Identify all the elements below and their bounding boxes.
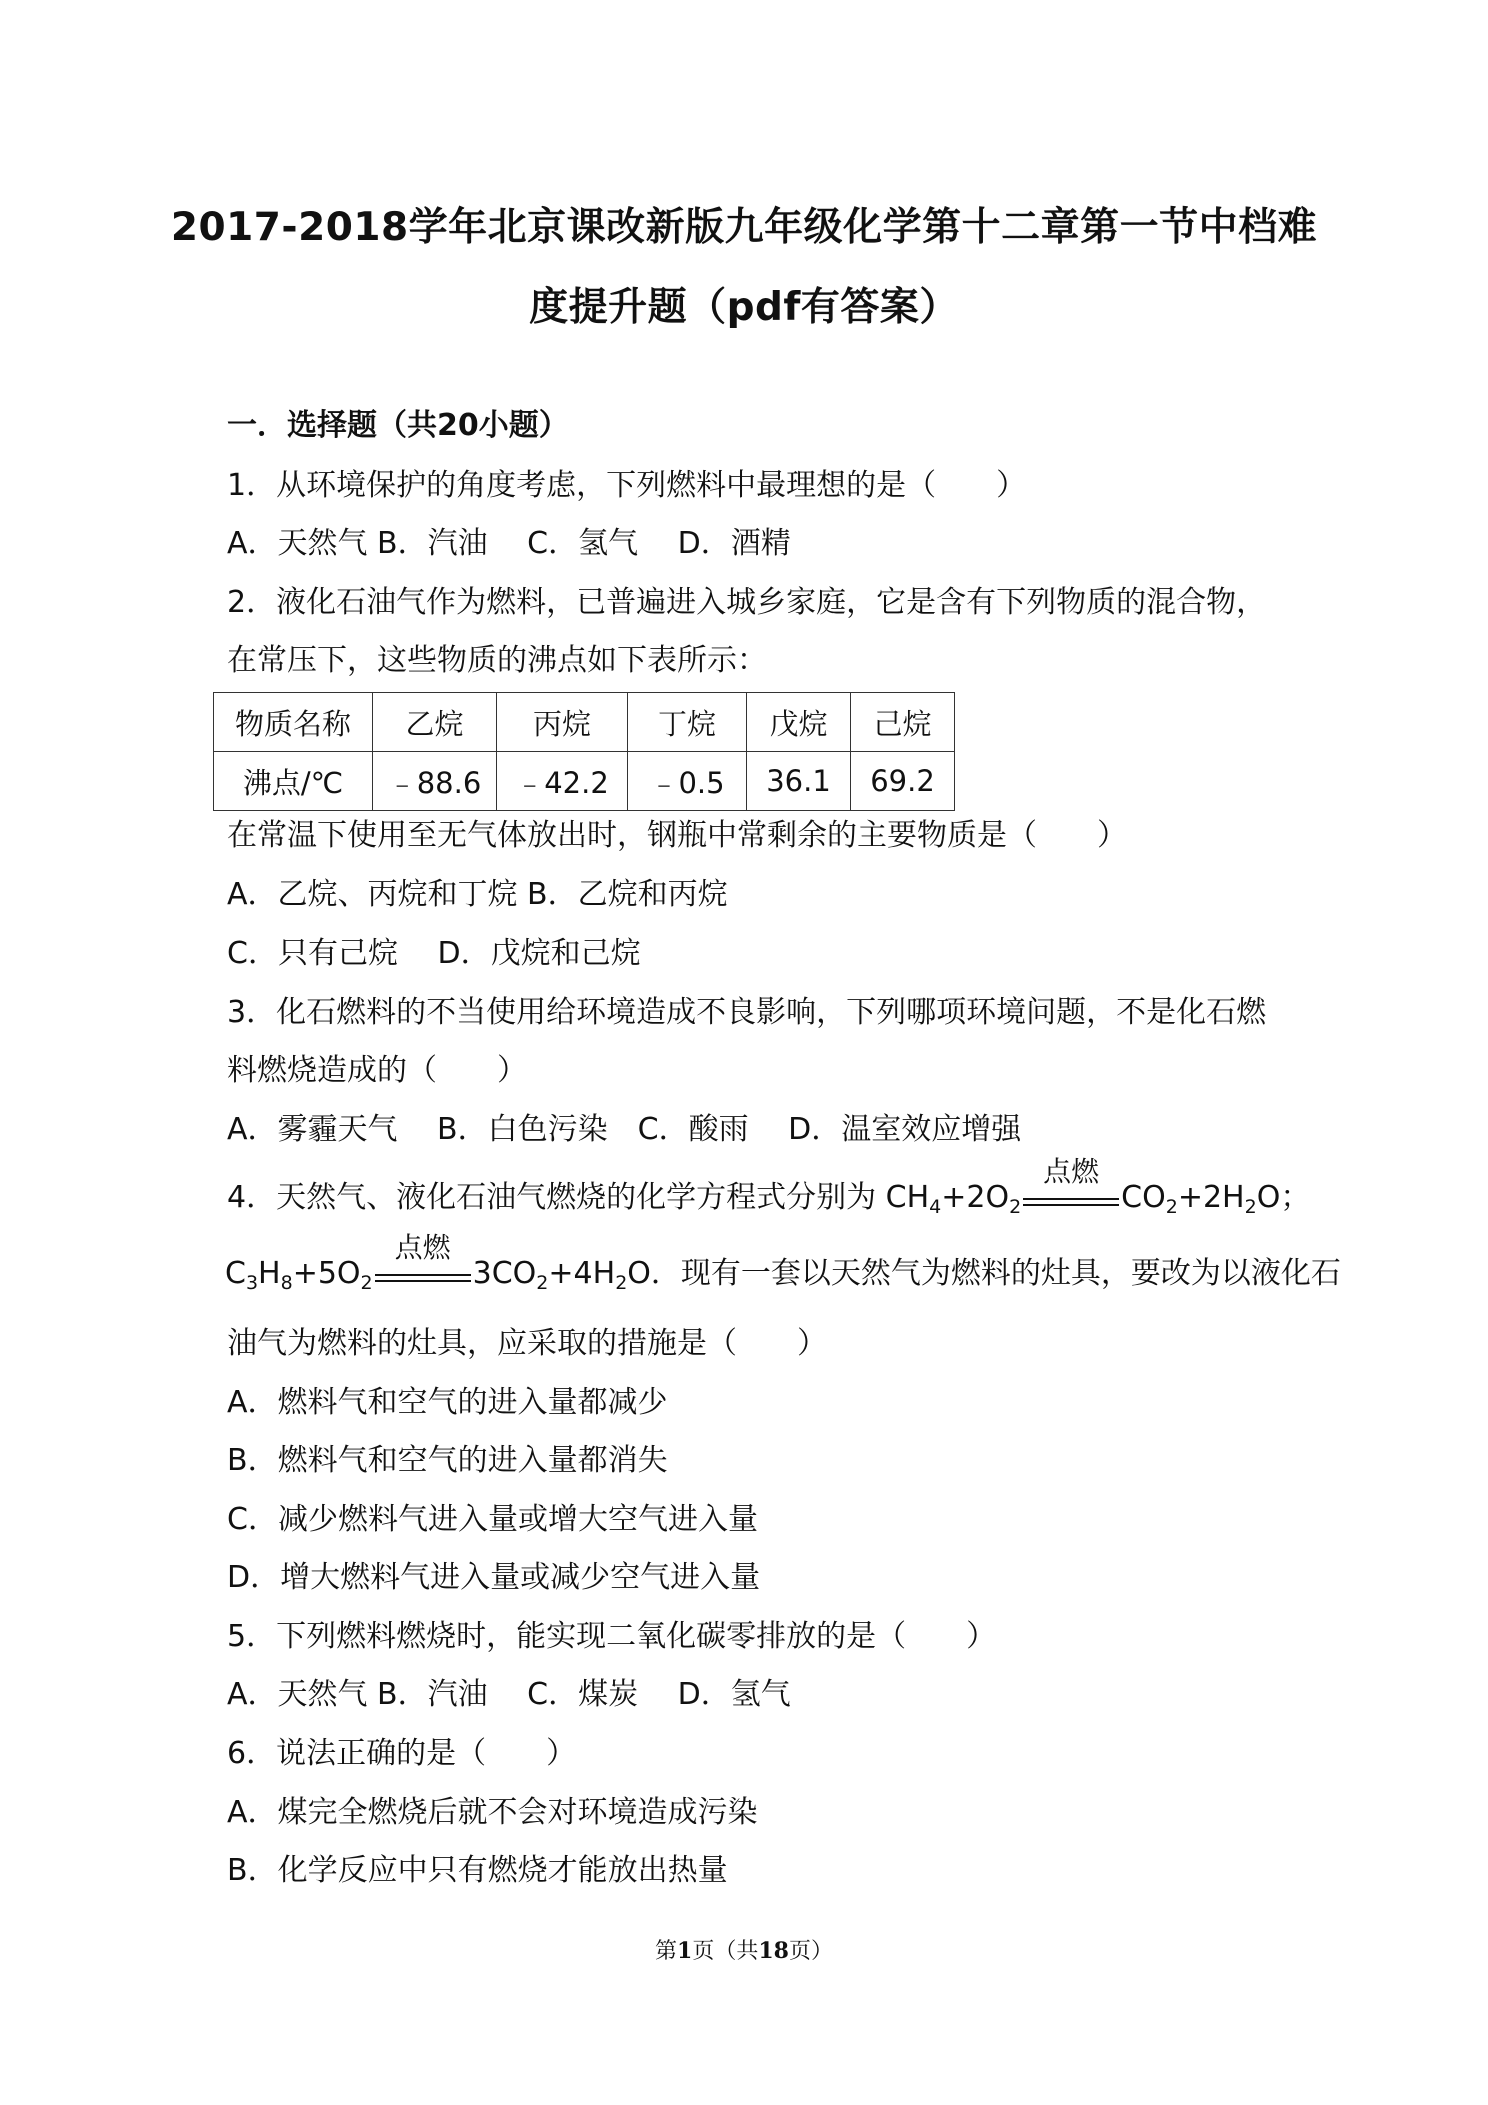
q1-options: A．天然气 B．汽油 C．氢气 D．酒精 [227, 526, 791, 561]
q5-options: A．天然气 B．汽油 C．煤炭 D．氢气 [227, 1677, 791, 1712]
table-row [214, 752, 955, 811]
equation-2-reactants: $C_3H_8+5O_2$ [225, 1256, 373, 1294]
table-cell: 物质名称 [214, 693, 373, 752]
equation-2-arrow [373, 1231, 473, 1294]
table-cell: 沸点/℃ [214, 752, 373, 811]
document-title-line1: 2017-2018学年北京课改新版九年级化学第十二章第一节中档难 [170, 205, 1318, 250]
q1-stem: 1．从环境保护的角度考虑，下列燃料中最理想的是（ ） [227, 468, 1027, 503]
table-cell: 36.1 [747, 752, 851, 811]
page-footer [0, 1934, 1488, 1965]
table-cell: 乙烷 [373, 693, 497, 752]
q4-option-b: B．燃料气和空气的进入量都消失 [227, 1443, 668, 1478]
table-cell: 戊烷 [747, 693, 851, 752]
q4-stem-2 [225, 1231, 1341, 1303]
q2-stem-2: 在常压下，这些物质的沸点如下表所示： [227, 643, 767, 678]
equation-1-products: $CO_2+2H_2O$； [1121, 1180, 1311, 1218]
document-title-line2: 度提升题（pdf有答案） [529, 285, 959, 330]
page-total: 18 [758, 1938, 789, 1964]
q2-options-ab: A．乙烷、丙烷和丁烷 B．乙烷和丙烷 [227, 877, 728, 912]
q5-stem: 5．下列燃料燃烧时，能实现二氧化碳零排放的是（ ） [227, 1619, 997, 1654]
equation-1-reactants: $CH_4+2O_2$ [885, 1180, 1022, 1218]
q2-options-cd: C．只有己烷 D．戊烷和己烷 [227, 936, 641, 971]
q2-stem-1: 2．液化石油气作为燃料，已普遍进入城乡家庭，它是含有下列物质的混合物， [227, 585, 1267, 620]
q4-stem-prefix: 4．天然气、液化石油气燃烧的化学方程式分别为 [227, 1180, 886, 1215]
q3-stem-1: 3．化石燃料的不当使用给环境造成不良影响，下列哪项环境问题，不是化石燃 [227, 995, 1267, 1030]
footer-text: 第 [655, 1939, 678, 1964]
q4-option-c: C．减少燃料气进入量或增大空气进入量 [227, 1502, 758, 1537]
equation-1-arrow [1021, 1155, 1121, 1218]
q6-stem: 6．说法正确的是（ ） [227, 1736, 577, 1771]
ignite-label: 点燃 [394, 1231, 451, 1264]
q4-option-d: D．增大燃料气进入量或减少空气进入量 [227, 1560, 761, 1595]
q3-stem-2: 料燃烧造成的（ ） [227, 1053, 527, 1088]
table-header-row [214, 693, 955, 752]
footer-text: 页） [788, 1939, 833, 1964]
section-heading: 一．选择题（共20小题） [227, 408, 569, 443]
boiling-point-table [213, 692, 955, 811]
table-cell: ﹣0.5 [628, 752, 747, 811]
table-cell: 丙烷 [497, 693, 628, 752]
q3-options: A．雾霾天气 B．白色污染 C．酸雨 D．温室效应增强 [227, 1112, 1022, 1147]
table-cell: 己烷 [851, 693, 955, 752]
q2-stem-3: 在常温下使用至无气体放出时，钢瓶中常剩余的主要物质是（ ） [227, 818, 1127, 853]
equation-2-products: $3CO_2+4H_2O$ [472, 1256, 651, 1294]
table-cell: 69.2 [851, 752, 955, 811]
table-cell: ﹣42.2 [497, 752, 628, 811]
q6-option-b: B．化学反应中只有燃烧才能放出热量 [227, 1853, 728, 1888]
ignite-label: 点燃 [1043, 1155, 1100, 1188]
footer-text: 页（共 [692, 1939, 759, 1964]
table-cell: 丁烷 [628, 693, 747, 752]
q4-stem-1 [227, 1155, 1311, 1227]
table-cell: ﹣88.6 [373, 752, 497, 811]
q6-option-a: A．煤完全燃烧后就不会对环境造成污染 [227, 1795, 758, 1830]
q4-option-a: A．燃料气和空气的进入量都减少 [227, 1385, 668, 1420]
q4-stem-suffix: ．现有一套以天然气为燃料的灶具，要改为以液化石 [650, 1256, 1341, 1291]
q4-stem-3: 油气为燃料的灶具，应采取的措施是（ ） [227, 1326, 827, 1361]
page-number: 1 [677, 1938, 693, 1964]
